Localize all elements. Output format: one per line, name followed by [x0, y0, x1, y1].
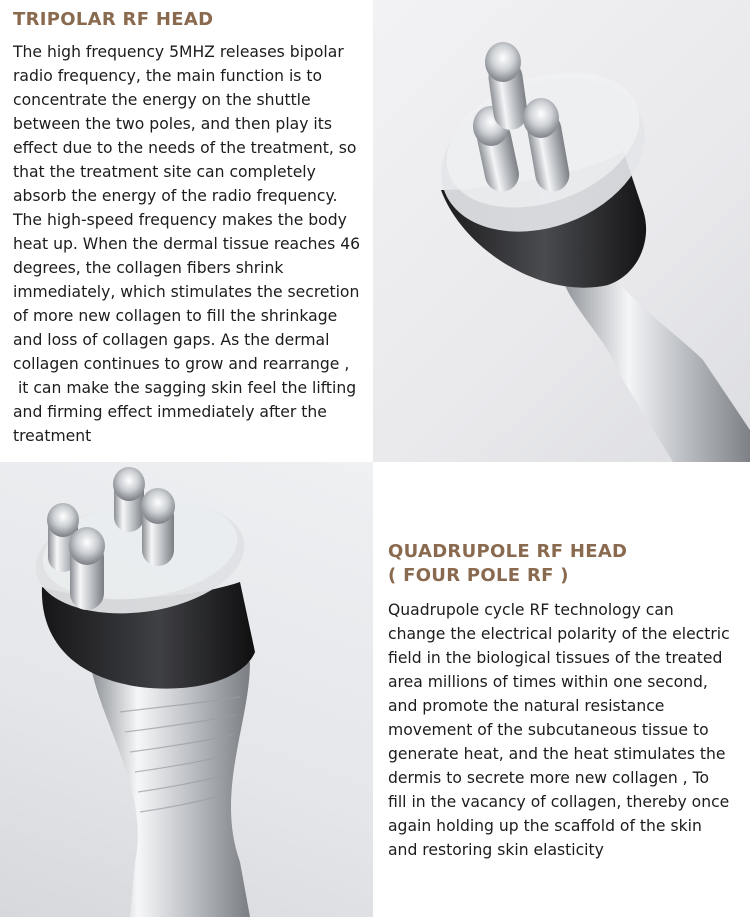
description-line: radio frequency, the main function is to [13, 67, 323, 85]
tripolar-text-block [13, 8, 375, 448]
tripolar-heading: TRIPOLAR RF HEAD [13, 9, 214, 30]
description-line: change the electrical polarity of the electric [388, 625, 730, 643]
description-line: generate heat, and the heat stimulates the [388, 745, 726, 763]
description-line: movement of the subcutaneous tissue to [388, 721, 709, 739]
description-line: collagen continues to grow and rearrange , [13, 355, 350, 373]
quadrupole-subheading: ( FOUR POLE RF ) [388, 565, 569, 586]
description-line: The high frequency 5MHZ releases bipolar [13, 43, 344, 61]
description-line: fill in the vacancy of collagen, thereby once [388, 793, 730, 811]
description-line: heat up. When the dermal tissue reaches 46 [13, 235, 361, 253]
description-line: dermis to secrete more new collagen , To [388, 769, 709, 787]
tripolar-device-illustration [373, 0, 750, 462]
description-line: and firming effect immediately after the [13, 403, 327, 421]
description-line: field in the biological tissues of the treated [388, 649, 723, 667]
description-line: that the treatment site can completely [13, 163, 316, 181]
description-line: Quadrupole cycle RF technology can [388, 601, 674, 619]
description-line: and restoring skin elasticity [388, 841, 604, 859]
description-line: immediately, which stimulates the secretion [13, 283, 360, 301]
quadrupole-text-block [388, 540, 750, 862]
description-line: between the two poles, and then play its [13, 115, 332, 133]
description-line: of more new collagen to fill the shrinkage [13, 307, 338, 325]
description-line: and loss of collagen gaps. As the dermal [13, 331, 330, 349]
quadrupole-description [388, 598, 750, 862]
description-line: again holding up the scaffold of the skin [388, 817, 702, 835]
description-line: The high-speed frequency makes the body [13, 211, 347, 229]
tripolar-description [13, 40, 375, 448]
description-line: and promote the natural resistance [388, 697, 665, 715]
quadrupole-rf-head-photo [0, 462, 373, 917]
description-line: it can make the sagging skin feel the lifting [13, 379, 357, 397]
description-line: treatment [13, 427, 92, 445]
description-line: area millions of times within one second, [388, 673, 708, 691]
quadrupole-device-illustration [0, 462, 373, 917]
description-line: concentrate the energy on the shuttle [13, 91, 311, 109]
description-line: effect due to the needs of the treatment, so [13, 139, 357, 157]
quadrupole-heading: QUADRUPOLE RF HEAD [388, 541, 628, 562]
description-line: degrees, the collagen fibers shrink [13, 259, 284, 277]
tripolar-rf-head-photo [373, 0, 750, 462]
description-line: absorb the energy of the radio frequency. [13, 187, 338, 205]
